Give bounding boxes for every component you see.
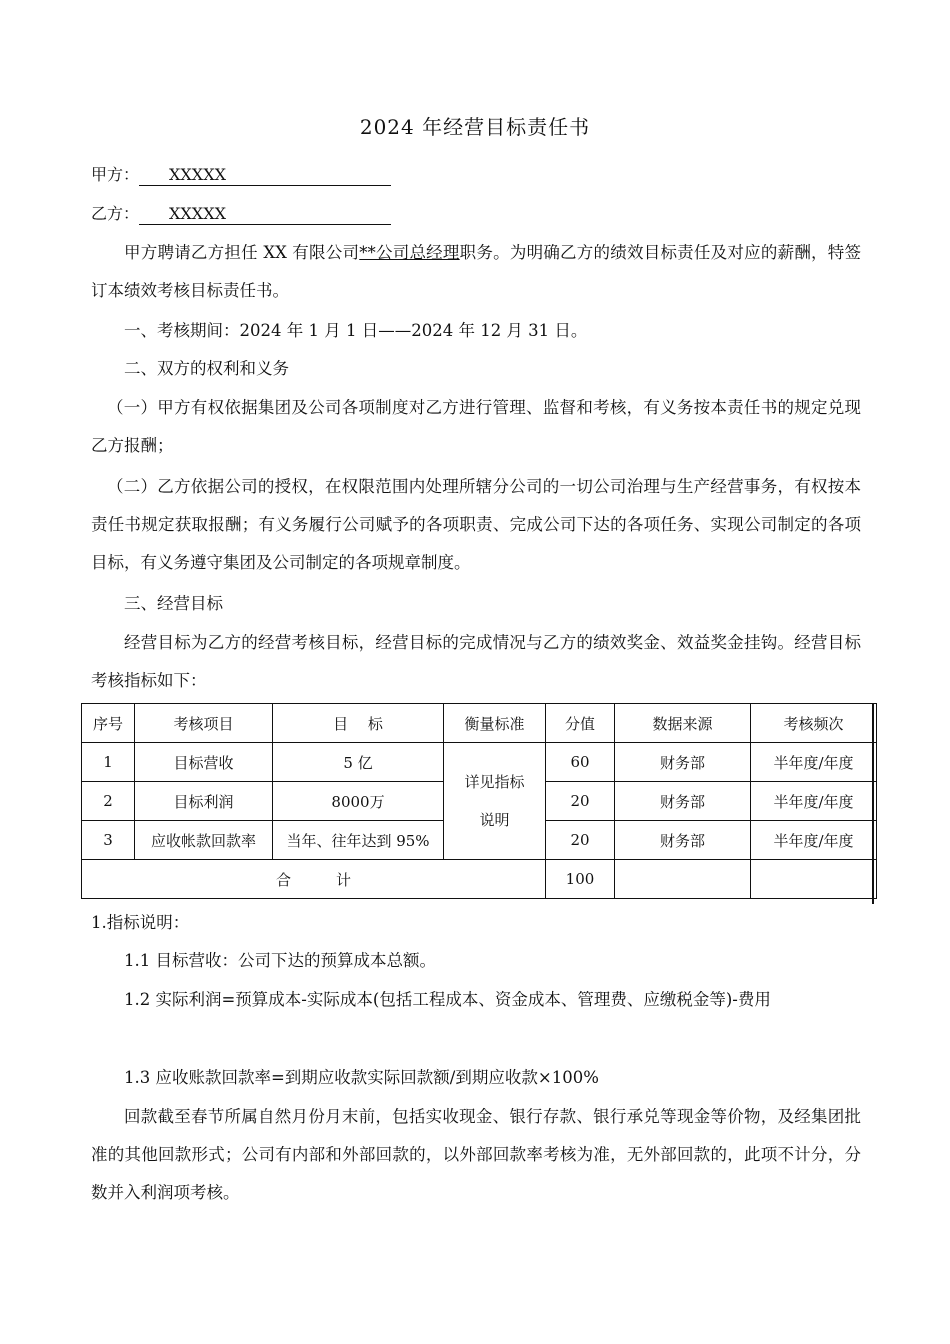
row-item: 目标利润 bbox=[135, 782, 273, 821]
header-standard: 衡量标准 bbox=[444, 704, 546, 743]
header-target: 目 标 bbox=[273, 704, 444, 743]
note-1-2: 1.2 实际利润=预算成本-实际成本(包括工程成本、资金成本、管理费、应缴税金等)-费用 bbox=[124, 990, 771, 1009]
party-b-value: XXXXX bbox=[139, 204, 391, 225]
row-score: 60 bbox=[546, 743, 615, 782]
table-right-border bbox=[872, 703, 874, 904]
table-header-row bbox=[82, 704, 877, 743]
row-no: 3 bbox=[82, 821, 135, 860]
header-no: 序号 bbox=[82, 704, 135, 743]
row-frequency: 半年度/年度 bbox=[751, 782, 877, 821]
document-title: 2024 年经营目标责任书 bbox=[359, 115, 591, 139]
intro-post: 职务。为明确乙方的绩效目标责任及对应的薪酬，特签订本绩效考核目标责任书。 bbox=[91, 243, 862, 300]
intro-position: **公司总经理 bbox=[359, 243, 460, 262]
total-empty-frequency bbox=[751, 860, 877, 899]
party-a-value: XXXXX bbox=[139, 165, 391, 186]
standard-line-2: 说明 bbox=[479, 811, 510, 829]
notes-heading: 1.指标说明： bbox=[91, 913, 190, 932]
header-item: 考核项目 bbox=[135, 704, 273, 743]
total-score: 100 bbox=[546, 860, 615, 899]
party-a-line bbox=[91, 163, 391, 187]
row-no: 1 bbox=[82, 743, 135, 782]
section-2-heading: 二、双方的权利和义务 bbox=[124, 359, 289, 378]
section-2-item-2: （二）乙方依据公司的授权，在权限范围内处理所辖分公司的一切公司治理与生产经营事务，有权按本责任书规定获取报酬；有义务履行公司赋予的各项职责、完成公司下达的各项任务、实现公司制定的各项目标，有义务遵守集团及公司制定的各项规章制度。 bbox=[91, 477, 861, 572]
section-3-heading: 三、经营目标 bbox=[124, 594, 223, 613]
intro-pre: 甲方聘请乙方担任 XX 有限公司 bbox=[124, 243, 360, 262]
section-2-item-1: （一）甲方有权依据集团及公司各项制度对乙方进行管理、监督和考核，有义务按本责任书的规定兑现乙方报酬； bbox=[91, 398, 861, 455]
header-frequency: 考核频次 bbox=[751, 704, 877, 743]
row-target: 5 亿 bbox=[273, 743, 444, 782]
header-source: 数据来源 bbox=[615, 704, 751, 743]
party-b-line bbox=[91, 202, 391, 226]
header-score: 分值 bbox=[546, 704, 615, 743]
note-1-3: 1.3 应收账款回款率=到期应收款实际回款额/到期应收款×100% bbox=[124, 1068, 599, 1087]
row-target: 8000万 bbox=[273, 782, 444, 821]
row-no: 2 bbox=[82, 782, 135, 821]
row-source: 财务部 bbox=[615, 743, 751, 782]
row-score: 20 bbox=[546, 782, 615, 821]
row-score: 20 bbox=[546, 821, 615, 860]
party-b-label: 乙方： bbox=[91, 204, 140, 223]
row-frequency: 半年度/年度 bbox=[751, 743, 877, 782]
total-empty-source bbox=[615, 860, 751, 899]
goals-table bbox=[81, 703, 877, 899]
table-row bbox=[82, 743, 877, 782]
party-a-label: 甲方： bbox=[91, 165, 140, 184]
section-3-text: 经营目标为乙方的经营考核目标，经营目标的完成情况与乙方的绩效奖金、效益奖金挂钩。经营目标考核指标如下： bbox=[91, 633, 861, 690]
row-source: 财务部 bbox=[615, 782, 751, 821]
row-target: 当年、往年达到 95% bbox=[273, 821, 444, 860]
note-paragraph: 回款截至春节所属自然月份月末前，包括实收现金、银行存款、银行承兑等现金等价物，及经集团批准的其他回款形式；公司有内部和外部回款的，以外部回款率考核为准，无外部回款的，此项不计分，分数并入利润项考核。 bbox=[91, 1107, 861, 1202]
row-frequency: 半年度/年度 bbox=[751, 821, 877, 860]
standard-line-1: 详见指标 bbox=[464, 773, 525, 791]
table-total-row bbox=[82, 860, 877, 899]
row-source: 财务部 bbox=[615, 821, 751, 860]
note-1-1: 1.1 目标营收：公司下达的预算成本总额。 bbox=[124, 951, 436, 970]
row-item: 应收帐款回款率 bbox=[135, 821, 273, 860]
total-label: 合 计 bbox=[82, 860, 546, 899]
section-1: 一、考核期间：2024 年 1 月 1 日——2024 年 12 月 31 日。 bbox=[124, 321, 588, 340]
row-standard bbox=[444, 743, 546, 860]
row-item: 目标营收 bbox=[135, 743, 273, 782]
intro-paragraph bbox=[91, 234, 861, 310]
